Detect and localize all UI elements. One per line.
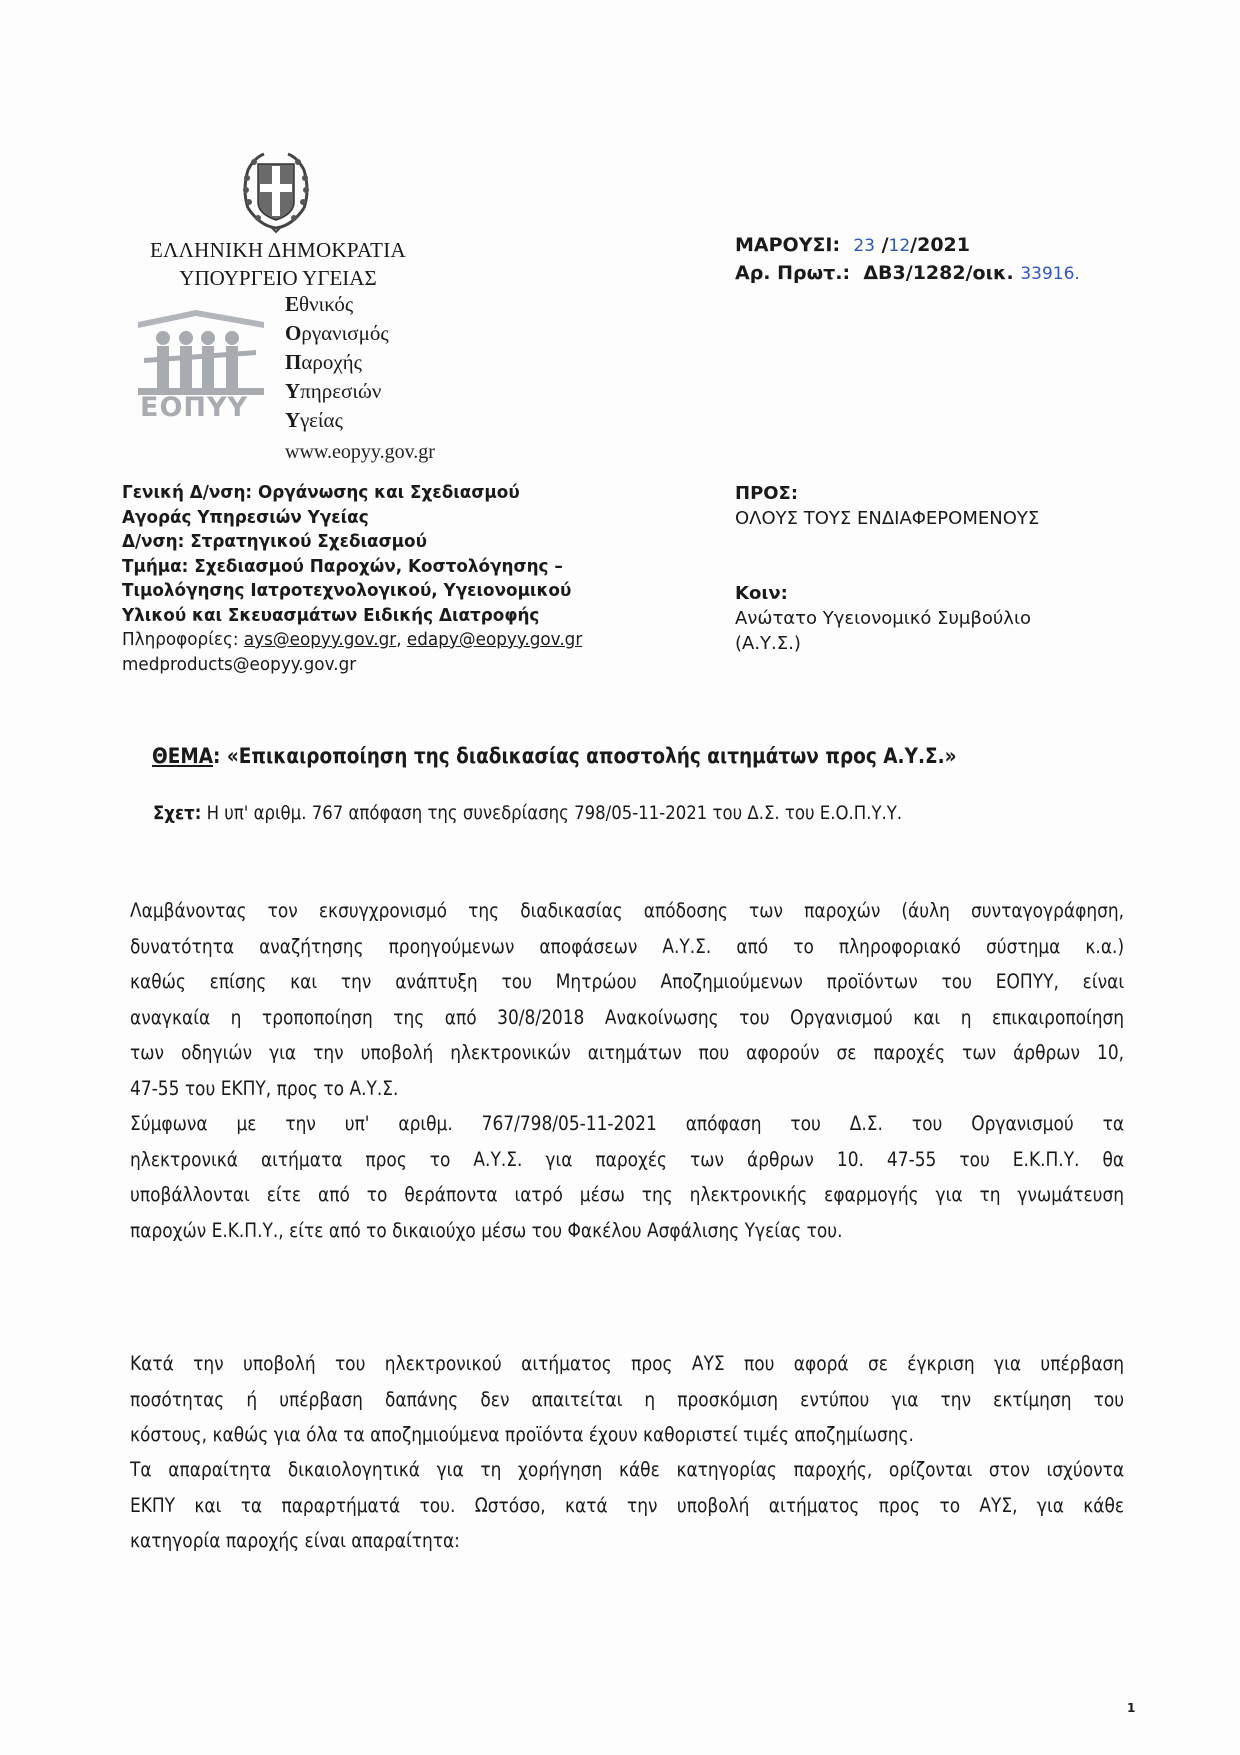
org-name-line: Υγείας (285, 408, 343, 432)
handwritten-protocol: 33916. (1020, 264, 1080, 284)
to-value: ΟΛΟΥΣ ΤΟΥΣ ΕΝΔΙΑΦΕΡΟΜΕΝΟΥΣ (735, 508, 1040, 529)
date-protocol-block (735, 232, 1080, 288)
handwritten-day: 23 (853, 236, 875, 256)
department: Τμήμα: Σχεδιασμού Παροχών, Κοστολόγησης – (122, 556, 563, 577)
ministry-name: ΥΠΟΥΡΓΕΙΟ ΥΓΕΙΑΣ (179, 266, 377, 290)
org-name-line: Υπηρεσιών (285, 379, 382, 403)
reference-label: Σχετ: (153, 802, 202, 824)
text-line: Σύμφωνα με την υπ' αριθμ. 767/798/05-11-2021 απόφαση του Δ.Σ. του Οργανισμού τα (130, 1112, 1125, 1135)
email-link-edapy[interactable]: edapy@eopyy.gov.gr (406, 630, 583, 650)
reference-text: Η υπ' αριθμ. 767 απόφαση της συνεδρίασης 798/05-11-2021 του Δ.Σ. του Ε.Ο.Π.Υ.Υ. (201, 802, 903, 824)
handwritten-month: 12 (888, 236, 911, 256)
cc-value-abbr: (Α.Υ.Σ.) (735, 633, 801, 654)
recipients-block (735, 481, 1039, 656)
date-line: ΜΑΡΟΥΣΙ: 23 /12/2021 (735, 234, 970, 256)
directorate: Δ/νση: Στρατηγικού Σχεδιασμού (122, 532, 427, 552)
greek-coat-of-arms-icon (238, 150, 314, 234)
general-directorate: Γενική Δ/νση: Οργάνωσης και Σχεδιασμού (122, 483, 520, 503)
text-line: ποσότητας ή υπέρβαση δαπάνης δεν απαιτείται η προσκόμιση εντύπου για την εκτίμηση του (130, 1387, 1125, 1411)
subject-label: ΘΕΜΑ (152, 744, 214, 768)
text-line: κόστους, καθώς για όλα τα αποζημιούμενα προϊόντα έχουν καθοριστεί τιμές αποζημίωσης. (130, 1423, 914, 1446)
text-line: καθώς επίσης και την ανάπτυξη του Μητρώου Αποζημιούμενων προϊόντων του ΕΟΠΥΥ, είναι (130, 970, 1125, 993)
org-name-line: Εθνικός (285, 292, 354, 316)
cc-value: Ανώτατο Υγειονομικό Συμβούλιο (735, 608, 1032, 629)
department-cont: Υλικού και Σκευασμάτων Ειδικής Διατροφής (122, 605, 540, 626)
logo-text: ΕΟΠΥΥ (140, 392, 249, 423)
body-paragraph-2 (130, 1106, 1170, 1248)
subject-text: : «Επικαιροποίηση της διαδικασίας αποστολής αιτημάτων προς Α.Υ.Σ.» (213, 744, 957, 768)
cc-label: Κοιν: (735, 583, 788, 604)
text-line: ηλεκτρονικά αιτήματα προς το Α.Υ.Σ. για παροχές των άρθρων 10. 47-55 του Ε.Κ.Π.Υ. θα (130, 1147, 1125, 1171)
org-name-line: Παροχής (285, 350, 362, 374)
email-link-ays[interactable]: ays@eopyy.gov.gr (243, 630, 397, 650)
text-line: κατηγορία παροχής είναι απαραίτητα: (130, 1529, 460, 1552)
text-line: ΕΚΠΥ και τα παραρτήματά του. Ωστόσο, κατά την υποβολή αιτήματος προς το ΑΥΣ, για κάθε (130, 1493, 1125, 1517)
email-link-medproducts[interactable]: medproducts@eopyy.gov.gr (122, 654, 357, 675)
text-line: των οδηγιών για την υποβολή ηλεκτρονικών αιτημάτων που αφορούν σε παροχές των άρθρων 10, (130, 1041, 1125, 1064)
page-number: 1 (1127, 1701, 1136, 1715)
body-paragraph-3 (130, 1346, 1170, 1453)
text-line: αναγκαία η τροποποίηση της από 30/8/2018 Ανακοίνωσης του Οργανισμού και η επικαιροποίηση (130, 1005, 1125, 1029)
website-link[interactable]: www.eopyy.gov.gr (285, 441, 435, 463)
subject-line (152, 744, 957, 768)
reference-line (153, 802, 902, 824)
text-line: παροχών Ε.Κ.Π.Υ., είτε από το δικαιούχο μέσω του Φακέλου Ασφάλισης Υγείας του. (130, 1218, 843, 1242)
info-line: Πληροφορίες: ays@eopyy.gov.gr, edapy@eopyy.gov.gr (122, 630, 583, 650)
department-cont: Τιμολόγησης Ιατροτεχνολογικού, Υγειονομικού (122, 581, 572, 601)
body-paragraph-4 (130, 1452, 1170, 1559)
country-name: ΕΛΛΗΝΙΚΗ ΔΗΜΟΚΡΑΤΙΑ (149, 238, 407, 262)
to-label: ΠΡΟΣ: (735, 483, 799, 504)
body-paragraph-1 (130, 893, 1170, 1106)
text-line: δυνατότητα αναζήτησης προηγούμενων αποφάσεων Α.Υ.Σ. από το πληροφοριακό σύστημα κ.α.) (130, 934, 1125, 958)
org-name-line: Οργανισμός (285, 321, 389, 345)
text-line: 47-55 του ΕΚΠΥ, προς το Α.Υ.Σ. (130, 1076, 399, 1100)
text-line: υποβάλλονται είτε από το θεράποντα ιατρό μέσω της ηλεκτρονικής εφαρμογής για τη γνωμάτευση (130, 1183, 1125, 1206)
protocol-line: Αρ. Πρωτ.: ΔΒ3/1282/οικ. 33916. (735, 262, 1080, 284)
text-line: Κατά την υποβολή του ηλεκτρονικού αιτήματος προς ΑΥΣ που αφορά σε έγκριση για υπέρβαση (130, 1352, 1125, 1375)
sender-block (122, 481, 660, 677)
general-directorate-cont: Αγοράς Υπηρεσιών Υγείας (122, 507, 369, 528)
text-line: Τα απαραίτητα δικαιολογητικά για τη χορήγηση κάθε κατηγορίας παροχής, ορίζονται στον ισχύοντα (130, 1458, 1125, 1481)
text-line: Λαμβάνοντας τον εκσυγχρονισμό της διαδικασίας απόδοσης των παροχών (άυλη συνταγογράφηση, (130, 899, 1125, 922)
eopyy-logo (136, 300, 266, 428)
